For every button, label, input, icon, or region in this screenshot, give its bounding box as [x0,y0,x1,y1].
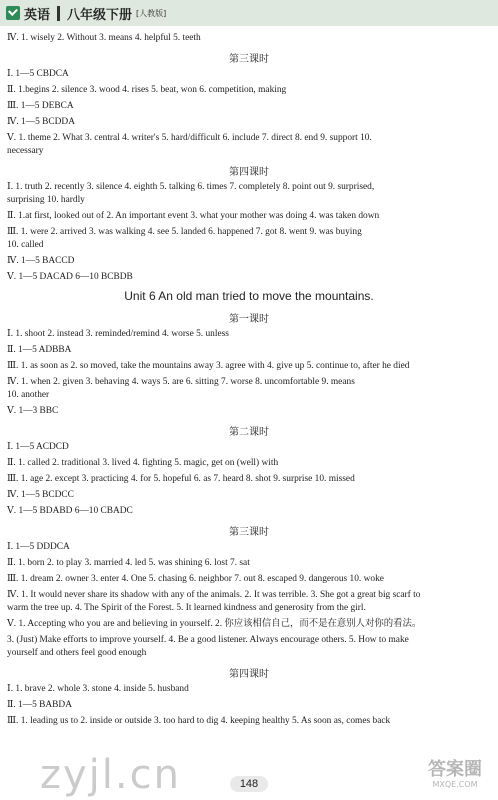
answer-line: Ⅳ. 1—5 BCDCC [7,490,74,500]
answer-line: Ⅰ. 1—5 DDDCA [7,542,70,552]
answer-line: Ⅴ. 1—5 DACAD 6—10 BCBDB [7,272,133,282]
answer-line: Ⅳ. 1—5 BCDDA [7,117,75,127]
answer-line: Ⅴ. 1. theme 2. What 3. central 4. writer's 5. hard/difficult 6. include 7. direct 8. end 9. support 10. [7,133,372,143]
answer-line: 10. called [7,240,44,250]
answer-line: yourself and others feel good enough [7,648,147,658]
answer-line: Ⅱ. 1. called 2. traditional 3. lived 4. fighting 5. magic, get on (well) with [7,458,279,468]
checkmark-logo-icon [6,6,20,20]
header-edition: [人教版] [136,8,167,18]
answer-line: Ⅲ. 1. as soon as 2. so moved, take the mountains away 3. agree with 4. give up 5. continue to, after he died [7,361,410,371]
answer-line: necessary [7,146,44,156]
answer-line: Ⅲ. 1. were 2. arrived 3. was walking 4. see 5. landed 6. happened 7. got 8. went 9. was buying [7,227,362,237]
answer-line: Ⅳ. 1—5 BACCD [7,256,75,266]
answer-line: Ⅴ. 1—3 BBC [7,406,59,416]
page-header [0,0,498,26]
answer-line: Ⅰ. 1. shoot 2. instead 3. reminded/remind 4. worse 5. unless [7,329,229,339]
section-heading: 第三课时 [229,527,269,538]
section-heading: 第三课时 [229,54,269,65]
answer-line: Ⅰ. 1. truth 2. recently 3. silence 4. eighth 5. talking 6. times 7. completely 8. point out 9. surprised, [7,182,375,192]
answer-line: 3. (Just) Make efforts to improve yourself. 4. Be a good listener. Always encourage others. 5. How to make [7,635,409,645]
answer-line: Ⅰ. 1—5 ACDCD [7,442,69,452]
answer-line: Ⅱ. 1.begins 2. silence 3. wood 4. rises 5. beat, won 6. competition, making [7,85,287,95]
answer-line: Ⅱ. 1.at first, looked out of 2. An important event 3. what your mother was doing 4. was taken down [7,211,380,221]
answer-line: Ⅲ. 1. age 2. except 3. practicing 4. for 5. hopeful 6. as 7. heard 8. shot 9. surprise 10. missed [7,474,355,484]
section-heading: 第二课时 [229,427,269,438]
watermark-mxqe-title: 答案圈 [428,759,482,780]
answer-line: Ⅱ. 1—5 BABDA [7,700,72,710]
section-heading: 第四课时 [229,167,269,178]
answer-line: Ⅳ. 1. It would never share its shadow with any of the animals. 2. It was terrible. 3. She got a great big scarf to [7,590,421,600]
answer-line: Ⅴ. 1—5 BDABD 6—10 CBADC [7,506,133,516]
answer-line: Ⅱ. 1—5 ADBBA [7,345,72,355]
answer-line: Ⅲ. 1. leading us to 2. inside or outside 3. too hard to dig 4. keeping healthy 5. As soon as, comes back [7,716,391,726]
answer-line: Ⅱ. 1. born 2. to play 3. married 4. led 5. was shining 6. lost 7. sat [7,558,250,568]
answer-line: Ⅰ. 1—5 CBDCA [7,69,69,79]
answer-line: Ⅰ. 1. brave 2. whole 3. stone 4. inside 5. husband [7,684,189,694]
answer-line: Ⅳ. 1. when 2. given 3. behaving 4. ways 5. are 6. sitting 7. worse 8. uncomfortable 9. means [7,377,355,387]
answer-line: 10. another [7,390,50,400]
header-divider [57,6,60,21]
page-number: 148 [230,776,268,792]
answer-line: warm the tree up. 4. The Spirit of the Forest. 5. It learned kindness and generosity from the girl. [7,603,366,613]
answer-line: Ⅲ. 1. dream 2. owner 3. enter 4. One 5. chasing 6. neighbor 7. out 8. escaped 9. dangerous 10. woke [7,574,384,584]
answer-line: Ⅳ. 1. wisely 2. Without 3. means 4. helpful 5. teeth [7,33,201,43]
section-heading: 第四课时 [229,669,269,680]
watermark-mxqe [418,760,492,789]
watermark-mxqe-url: MXQE.COM [432,780,478,789]
watermark-zyjl: zyjl.cn [40,752,181,798]
section-heading: 第一课时 [229,314,269,325]
answer-line: surprising 10. hardly [7,195,85,205]
unit-title: Unit 6 An old man tried to move the mountains. [124,289,374,303]
header-subject: 英语 [24,7,51,23]
answer-line: Ⅴ. 1. Accepting who you are and believing in yourself. 2. 你应该相信自己，而不是在意别人对你的看法。 [7,619,422,629]
header-book-title: 八年级下册 [67,7,133,23]
answer-line: Ⅲ. 1—5 DEBCA [7,101,74,111]
